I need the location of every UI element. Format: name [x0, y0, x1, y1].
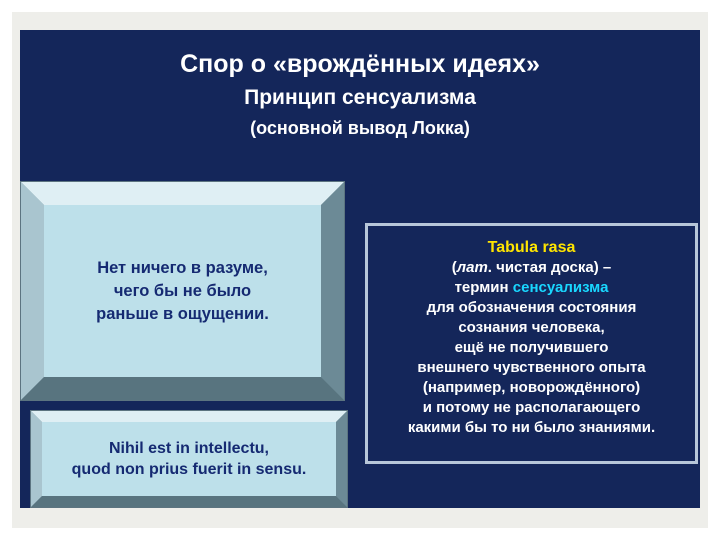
- latin-abbr: лат: [456, 259, 488, 276]
- maxim-russian-line: раньше в ощущении.: [96, 304, 269, 323]
- term-highlight: сенсуализма: [512, 279, 609, 296]
- slide-subtitle-note: (основной вывод Локка): [250, 118, 470, 138]
- panel-line: внешнего чувственного опыта: [417, 359, 646, 376]
- tabula-rasa-panel: [365, 223, 698, 464]
- maxim-latin-line: quod non prius fuerit in sensu.: [71, 461, 307, 478]
- panel-line: для обозначения состояния: [426, 299, 637, 316]
- slide: [20, 30, 700, 508]
- tabula-rasa-heading: Tabula rasa: [487, 239, 576, 256]
- panel-translation-line: [368, 258, 695, 278]
- slide-title: Спор о «врождённых идеях»: [180, 50, 540, 78]
- term-prefix: термин: [454, 279, 513, 296]
- maxim-russian-line: Нет ничего в разуме,: [97, 258, 268, 277]
- maxim-russian-box: [20, 181, 345, 401]
- panel-line: и потому не располагающего: [422, 399, 641, 416]
- panel-line: сознания человека,: [458, 319, 605, 336]
- slide-subtitle: Принцип сенсуализма: [244, 86, 476, 109]
- panel-line: ещё не получившего: [454, 339, 609, 356]
- maxim-latin-text: [42, 422, 336, 496]
- panel-term-line: [368, 278, 695, 298]
- panel-line: какими бы то ни было знаниями.: [407, 419, 656, 436]
- paren-open: (: [451, 259, 457, 276]
- panel-line: (например, новорождённого): [422, 379, 641, 396]
- maxim-russian-text: [44, 205, 321, 377]
- maxim-latin-line: Nihil est in intellectu,: [108, 440, 269, 457]
- translation-text: . чистая доска) –: [487, 259, 612, 276]
- maxim-russian-line: чего бы не было: [113, 281, 252, 300]
- maxim-latin-box: [30, 410, 348, 508]
